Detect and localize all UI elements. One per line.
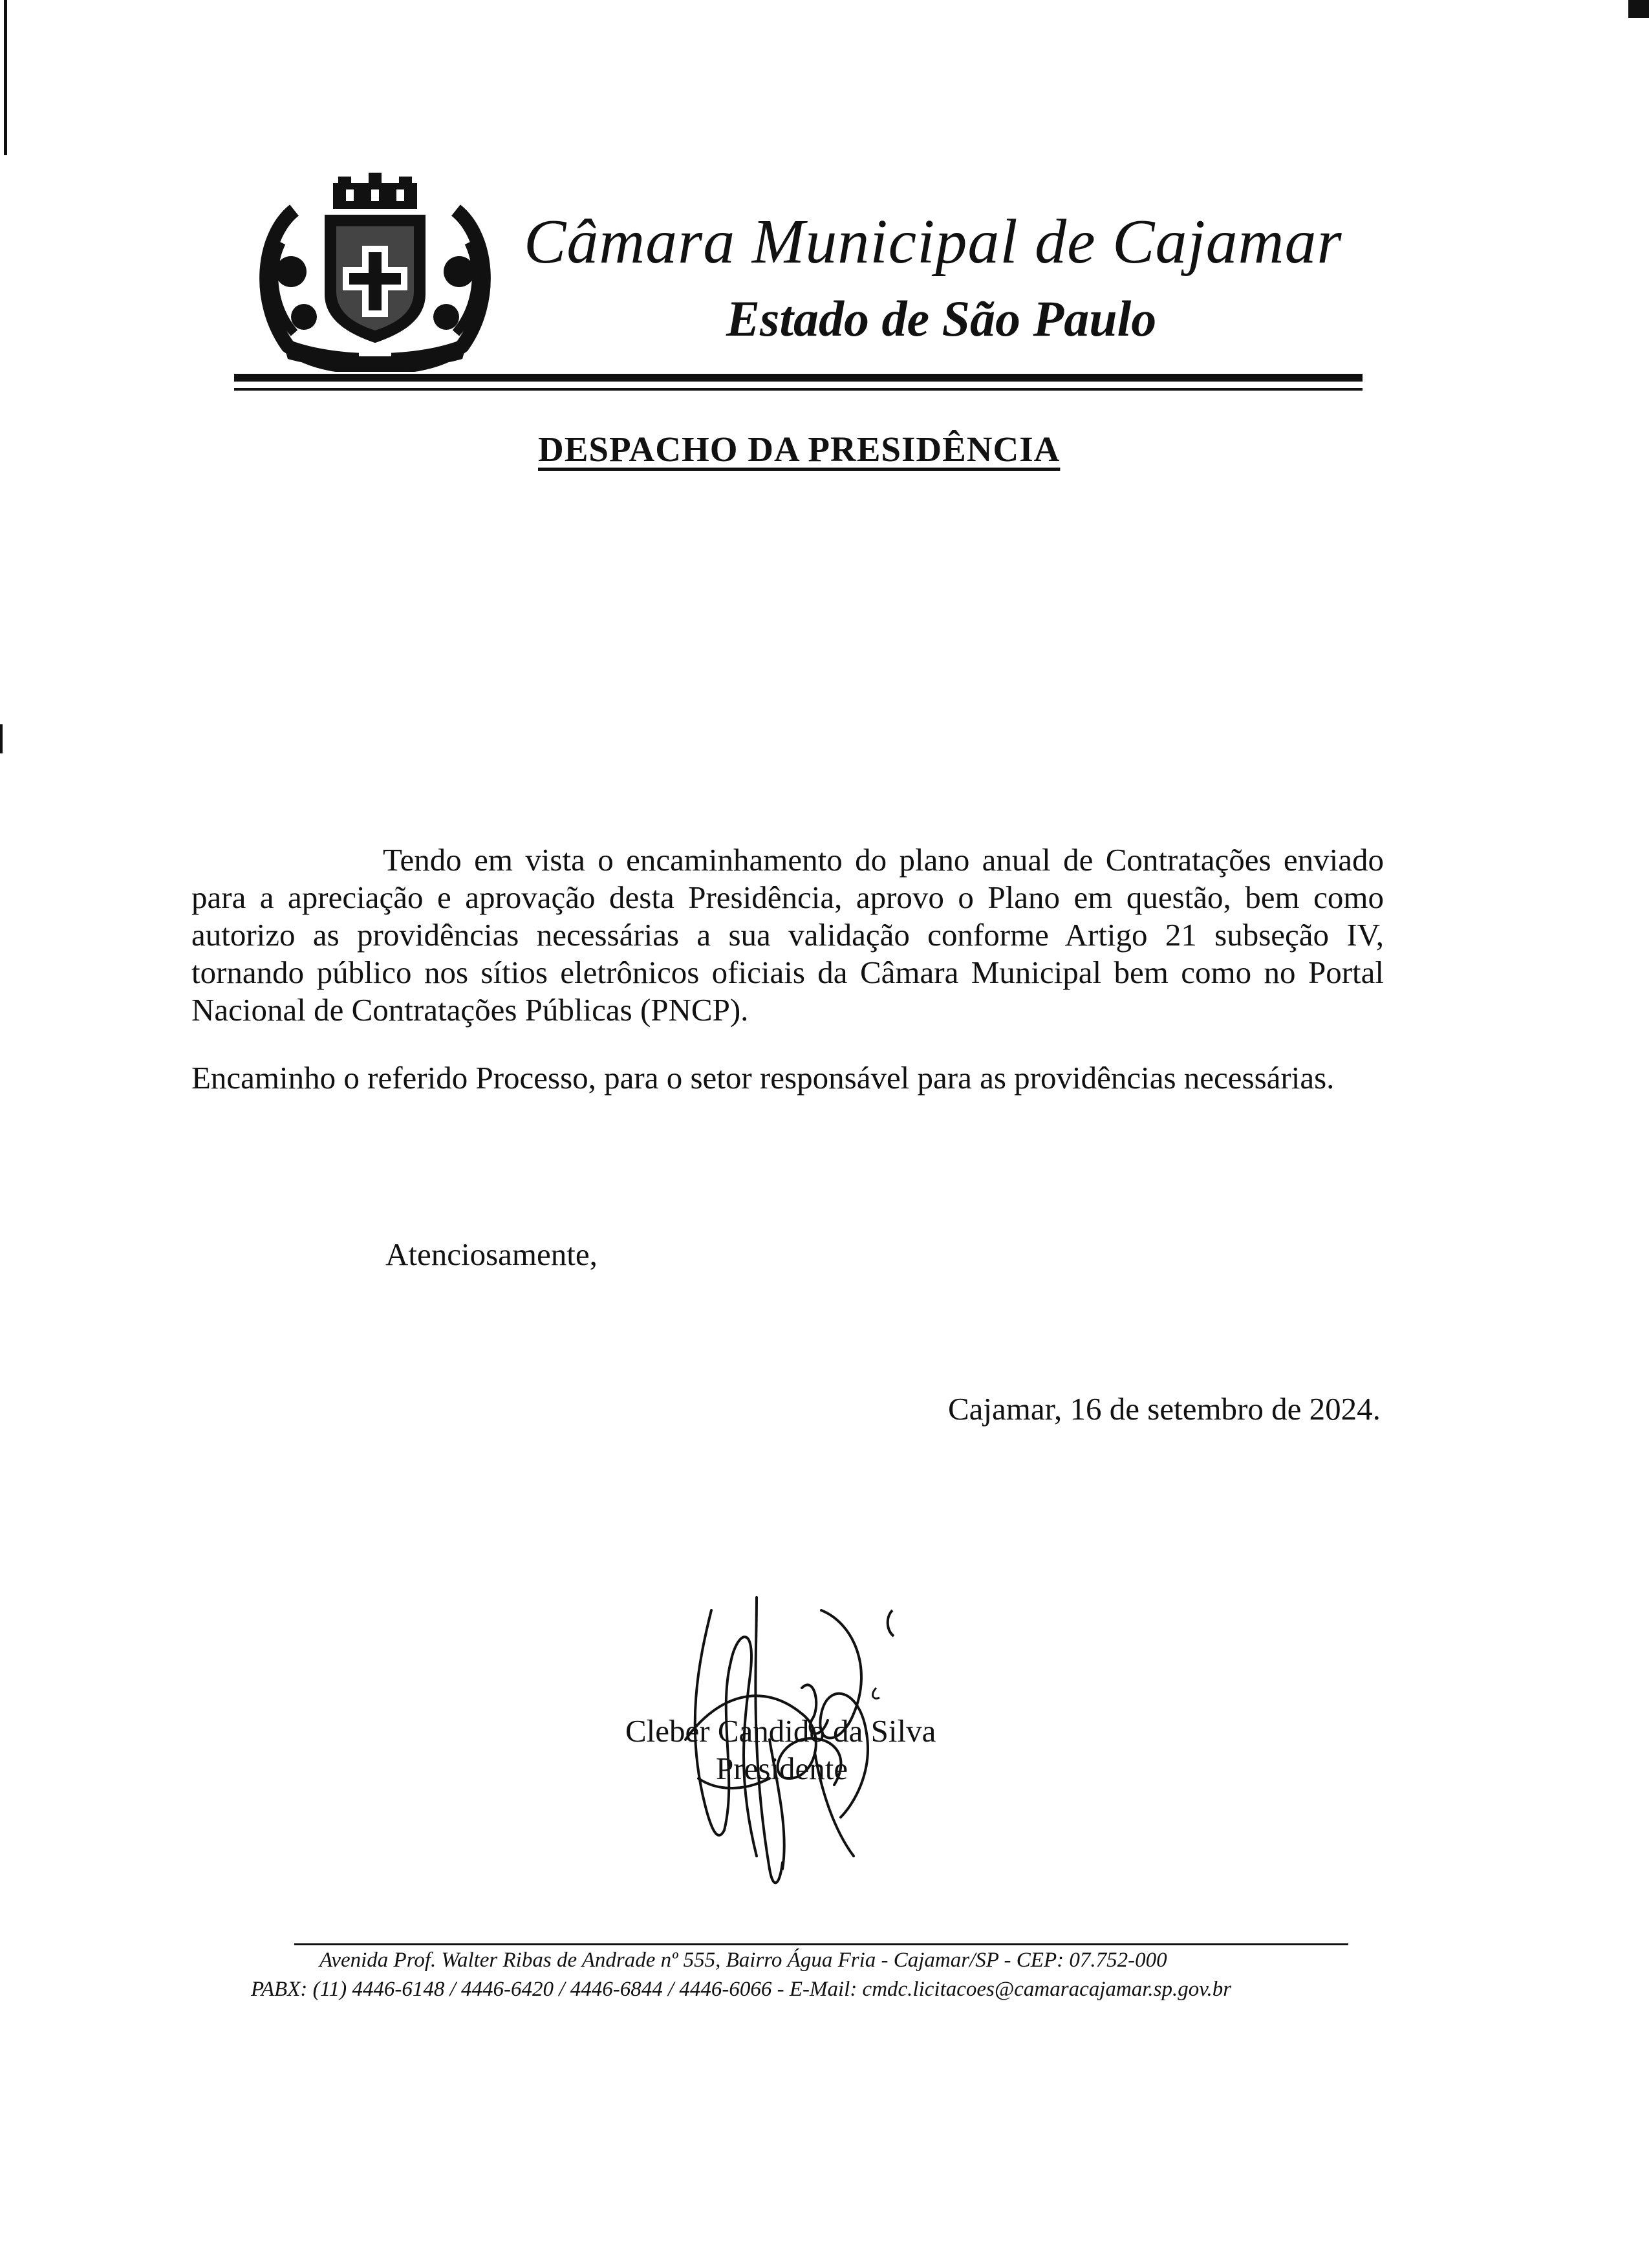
org-name: Câmara Municipal de Cajamar (524, 207, 1342, 277)
handwritten-signature-icon (660, 1584, 957, 1901)
footer-divider (294, 1943, 1348, 1945)
header-divider-thin (234, 388, 1363, 391)
scan-edge-mark-mid (0, 724, 3, 753)
scan-corner-mark (1628, 0, 1649, 18)
place-and-date: Cajamar, 16 de setembro de 2024. (948, 1391, 1381, 1427)
body-paragraph-approval: Tendo em vista o encaminhamento do plano anual de Contratações enviado para a apreciação e aprovação desta Presidência, aprovo o Plano em questão, bem como autorizo as providências necessárias a sua validação conforme Artigo 21 subseção IV, tornando público nos sítios eletrônicos oficiais da Câmara Municipal bem como no Portal Nacional de Contratações Públicas (PNCP). (191, 842, 1384, 1028)
scan-edge-mark-top (4, 0, 7, 155)
body-paragraph-forwarding: Encaminho o referido Processo, para o setor responsável para as providências necessárias. (191, 1060, 1335, 1096)
signer-role: Presidente (716, 1751, 848, 1786)
footer-contact: PABX: (11) 4446-6148 / 4446-6420 / 4446-6844 / 4446-6066 - E-Mail: cmdc.licitacoes@camaracajamar.sp.gov.br (251, 1978, 1232, 2001)
closing-salutation: Atenciosamente, (385, 1237, 598, 1272)
header-divider-thick (234, 374, 1363, 382)
document-title: DESPACHO DA PRESIDÊNCIA (538, 429, 1061, 469)
signer-name: Cleber Candido da Silva (625, 1713, 936, 1749)
org-state: Estado de São Paulo (726, 290, 1157, 347)
footer-address: Avenida Prof. Walter Ribas de Andrade nº 555, Bairro Água Fria - Cajamar/SP - CEP: 07.752-000 (319, 1949, 1167, 1972)
municipal-coat-of-arms-icon (255, 171, 495, 372)
